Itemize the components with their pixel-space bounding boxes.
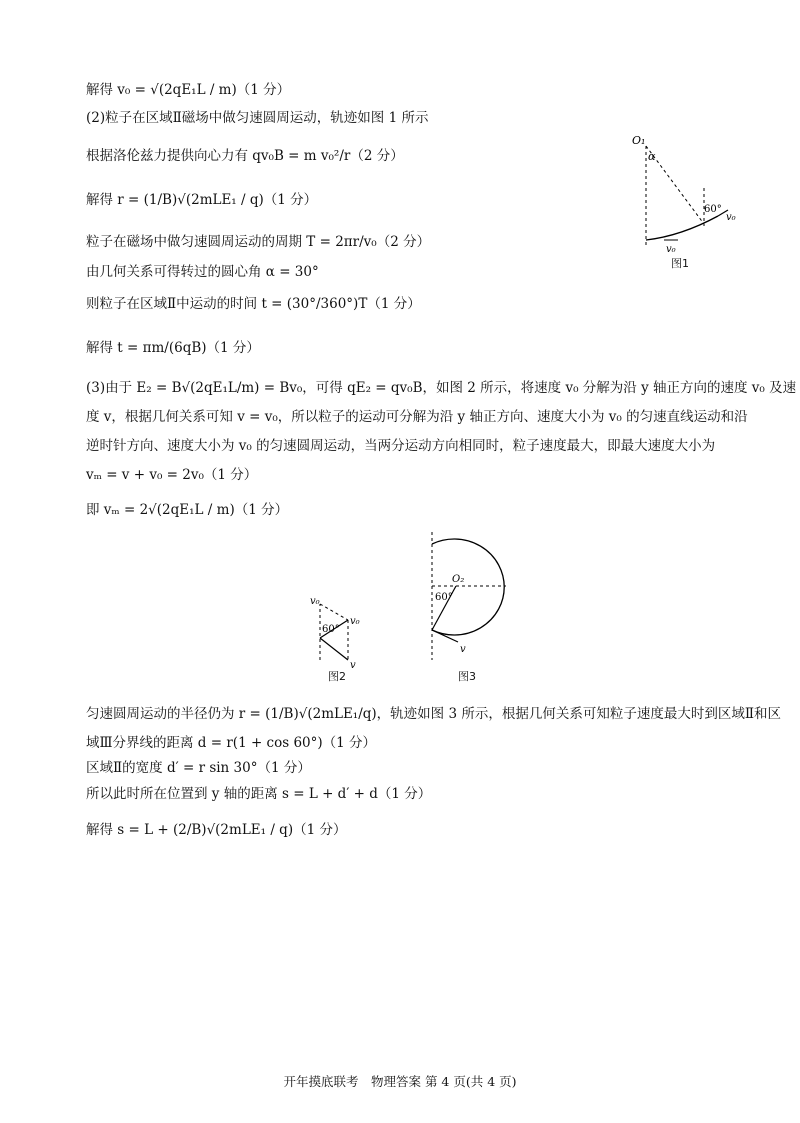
solution-line: 由几何关系可得转过的圆心角 α = 30°: [86, 264, 319, 280]
section-3-paragraph-2: [86, 700, 782, 758]
paragraph-line: (3)由于 E₂ = B√(2qE₁L/m) = Bv₀，可得 qE₂ = qv₀B，如图 2 所示，将速度 v₀ 分解为沿 y 轴正方向的速度 v₀ 及速: [86, 380, 797, 396]
paragraph-line: vₘ = v + v₀ = 2v₀（1 分）: [86, 467, 258, 483]
paragraph-line: 度 v，根据几何关系可知 v = v₀，所以粒子的运动可分解为沿 y 轴正方向、速度大小为 v₀ 的匀速直线运动和沿: [86, 409, 748, 425]
figure-2-diagram: [300, 590, 380, 680]
solution-line: 解得 v₀ = √(2qE₁L / m)（1 分）: [86, 82, 291, 98]
section-2-intro: (2)粒子在区域Ⅱ磁场中做匀速圆周运动，轨迹如图 1 所示: [86, 110, 429, 126]
v0-up-label: v₀: [310, 596, 320, 607]
paragraph-line: 域Ⅲ分界线的距离 d = r(1 + cos 60°)（1 分）: [86, 735, 377, 751]
solution-line: 即 vₘ = 2√(2qE₁L / m)（1 分）: [86, 502, 289, 518]
solution-line: 解得 r = (1/B)√(2mLE₁ / q)（1 分）: [86, 192, 318, 208]
v-label: v: [460, 644, 466, 655]
section-3-paragraph: [86, 374, 797, 490]
v-label: v: [350, 660, 356, 671]
circle-trajectory: [432, 539, 504, 635]
figure-3-diagram: [420, 530, 520, 665]
alpha-label: α: [648, 150, 656, 163]
trajectory-arc: [646, 216, 718, 240]
figure-3-caption: 图3: [458, 670, 476, 683]
angle-label: 60°: [322, 624, 340, 635]
v0-diag-label: v₀: [350, 616, 360, 627]
solution-line: 根据洛伦兹力提供向心力有 qv₀B = m v₀²/r（2 分）: [86, 148, 404, 164]
angle-label: 60°: [435, 592, 453, 603]
solution-line: 则粒子在区域Ⅱ中运动的时间 t = (30°/360°)T（1 分）: [86, 296, 421, 312]
figure-2-caption: 图2: [328, 670, 346, 683]
figure-1-caption: 图1: [671, 257, 689, 270]
center-label: O₂: [452, 574, 465, 585]
paragraph-line: 匀速圆周运动的半径仍为 r = (1/B)√(2mLE₁/q)，轨迹如图 3 所示，根据几何关系可知粒子速度最大时到区域Ⅱ和区: [86, 706, 782, 722]
paragraph-line: 逆时针方向、速度大小为 v₀ 的匀速圆周运动，当两分运动方向相同时，粒子速度最大，即最大速度大小为: [86, 438, 716, 454]
angle-label: 60°: [704, 204, 722, 215]
center-label: O₁: [632, 134, 646, 147]
parallelogram-edge: [320, 604, 348, 620]
solution-line: 解得 t = πm/(6qB)（1 分）: [86, 340, 260, 356]
solution-line: 解得 s = L + (2/B)√(2mLE₁ / q)（1 分）: [86, 822, 347, 838]
solution-line: 区域Ⅱ的宽度 d′ = r sin 30°（1 分）: [86, 760, 311, 776]
velocity-label: v₀: [726, 212, 736, 223]
solution-line: 所以此时所在位置到 y 轴的距离 s = L + d′ + d（1 分）: [86, 786, 432, 802]
solution-line: 粒子在磁场中做匀速圆周运动的周期 T = 2πr/v₀（2 分）: [86, 234, 431, 250]
v-vector: [320, 638, 348, 660]
page-footer: 开年摸底联考 物理答案 第 4 页(共 4 页): [283, 1074, 517, 1089]
velocity-arrow: [432, 630, 458, 642]
velocity-label: v₀: [666, 244, 676, 255]
